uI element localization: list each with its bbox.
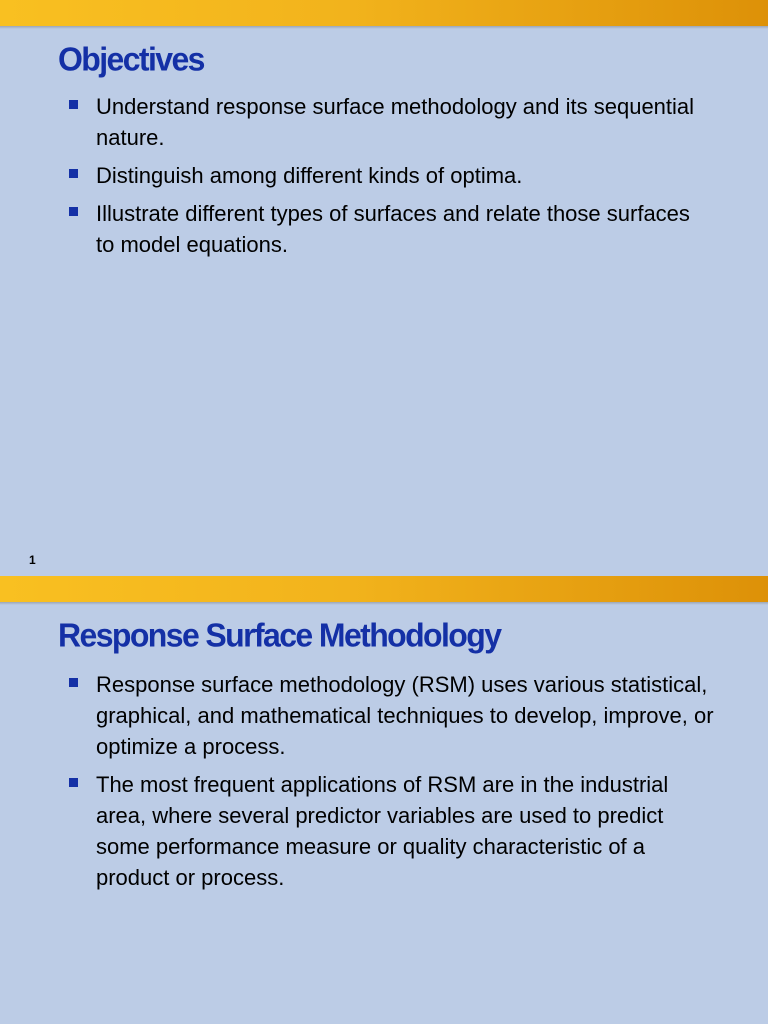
slide-number: 1 xyxy=(29,553,36,567)
slide-header-bar-shadow xyxy=(0,602,768,605)
slide-header-bar xyxy=(0,576,768,602)
slide-title: Response Surface Methodology xyxy=(58,616,501,654)
bullet-item xyxy=(64,198,714,260)
square-bullet-icon xyxy=(69,678,78,687)
slide-title: Objectives xyxy=(58,40,204,78)
slide-response-surface-methodology xyxy=(0,576,768,1024)
slide-header-bar-shadow xyxy=(0,26,768,29)
bullet-text: Understand response surface methodology and its sequential nature. xyxy=(96,94,695,150)
bullet-item xyxy=(64,91,714,153)
slide-header-bar xyxy=(0,0,768,26)
square-bullet-icon xyxy=(69,778,78,787)
square-bullet-icon xyxy=(69,100,78,109)
bullet-text: Illustrate different types of surfaces and relate those surfaces to model equations. xyxy=(96,201,690,257)
bullet-item xyxy=(64,160,714,191)
square-bullet-icon xyxy=(69,207,78,216)
bullet-text: The most frequent applications of RSM are in the industrial area, where several predictor variables are used to predict some performance measure or quality characteristic of a product or process. xyxy=(96,772,669,890)
bullet-list xyxy=(64,91,714,267)
bullet-text: Response surface methodology (RSM) uses various statistical, graphical, and mathematical techniques to develop, improve, or optimize a process. xyxy=(96,672,714,759)
bullet-list xyxy=(64,669,714,900)
bullet-text: Distinguish among different kinds of optima. xyxy=(96,163,523,188)
bullet-item xyxy=(64,769,714,893)
square-bullet-icon xyxy=(69,169,78,178)
bullet-item xyxy=(64,669,714,762)
